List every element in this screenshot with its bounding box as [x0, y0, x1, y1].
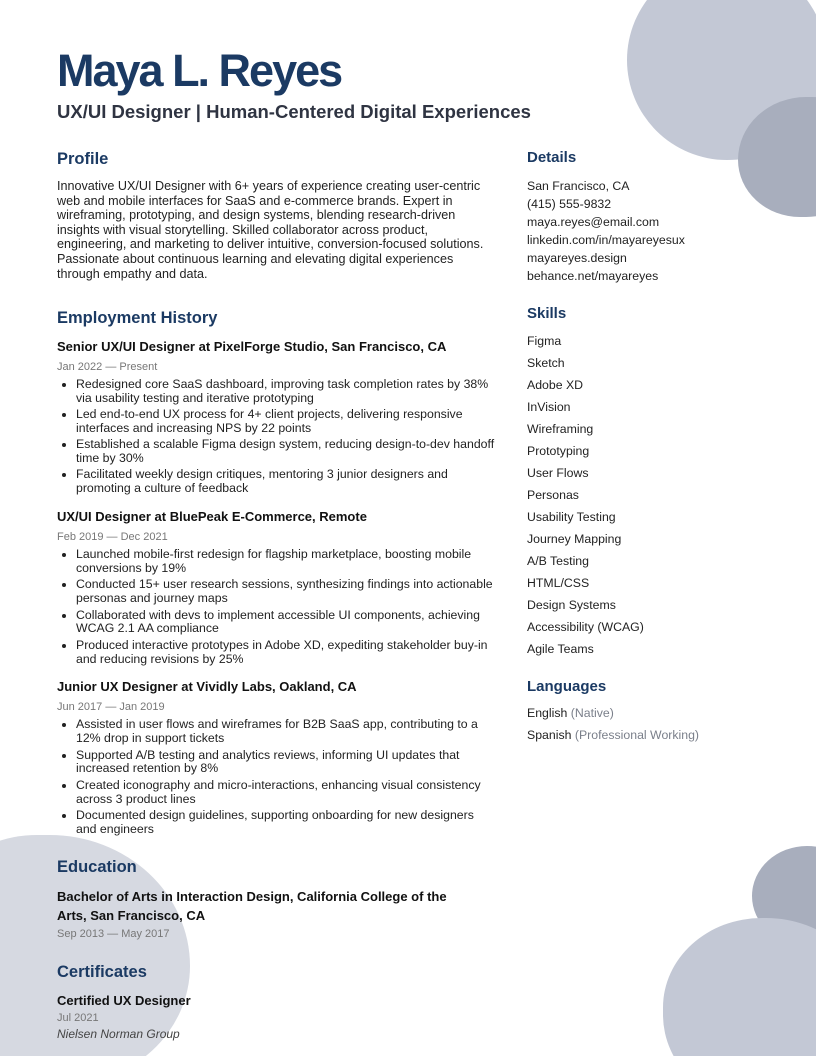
detail-website: mayareyes.design [527, 251, 627, 265]
job-entry [57, 679, 495, 836]
job-dates: Jun 2017 — Jan 2019 [57, 701, 165, 714]
sidebar-column [527, 147, 767, 746]
detail-behance: behance.net/mayareyes [527, 269, 659, 283]
skills-section [527, 303, 767, 660]
job-bullets [57, 378, 495, 496]
skill-item: Prototyping [527, 444, 590, 458]
education-section [57, 856, 495, 941]
skill-item: Agile Teams [527, 642, 594, 656]
skill-item: Design Systems [527, 598, 616, 612]
language-name: Spanish [527, 728, 572, 742]
skill-item: Accessibility (WCAG) [527, 620, 644, 634]
skill-item: A/B Testing [527, 554, 589, 568]
education-degree: Bachelor of Arts in Interaction Design, California College of the Arts, San Francisco, CA [57, 888, 447, 923]
detail-linkedin: linkedin.com/in/mayareyesux [527, 233, 685, 247]
job-bullet: • Collaborated with devs to implement accessible UI components, achieving WCAG 2.1 AA compliance [76, 609, 495, 637]
language-item [527, 702, 767, 724]
skill-item: HTML/CSS [527, 576, 590, 590]
job-entry [57, 509, 495, 666]
details-list [527, 177, 767, 285]
job-title: Junior UX Designer at Vividly Labs, Oakland, CA [57, 679, 357, 695]
detail-phone: (415) 555-9832 [527, 197, 612, 211]
skill-item: Wireframing [527, 422, 594, 436]
skills-heading: Skills [527, 305, 567, 322]
employment-section [57, 307, 495, 836]
language-level: (Native) [570, 706, 614, 720]
skill-item: Figma [527, 334, 562, 348]
job-bullet: • Conducted 15+ user research sessions, synthesizing findings into actionable personas and journey maps [76, 578, 495, 606]
job-entry [57, 339, 495, 496]
skills-list [527, 330, 767, 660]
details-section [527, 147, 767, 285]
certificates-heading: Certificates [57, 962, 147, 981]
language-item [527, 724, 767, 746]
certificate-issuer: Nielsen Norman Group [57, 1026, 180, 1041]
employment-heading: Employment History [57, 309, 218, 328]
skill-item: User Flows [527, 466, 589, 480]
job-dates: Jan 2022 — Present [57, 361, 158, 374]
language-name: English [527, 706, 568, 720]
job-bullet: • Facilitated weekly design critiques, mentoring 3 junior designers and promoting a culture of feedback [76, 468, 495, 496]
languages-list [527, 702, 767, 746]
job-bullets [57, 718, 495, 836]
job-dates: Feb 2019 — Dec 2021 [57, 531, 168, 544]
skill-item: Journey Mapping [527, 532, 622, 546]
job-title: Senior UX/UI Designer at PixelForge Studio, San Francisco, CA [57, 339, 447, 355]
job-bullet: • Documented design guidelines, supporting onboarding for new designers and engineers [76, 809, 495, 837]
certificate-name: Certified UX Designer [57, 992, 191, 1008]
job-title: UX/UI Designer at BluePeak E-Commerce, Remote [57, 509, 367, 525]
skill-item: Sketch [527, 356, 565, 370]
education-dates: Sep 2013 — May 2017 [57, 927, 170, 940]
detail-email: maya.reyes@email.com [527, 215, 660, 229]
candidate-name: Maya L. Reyes [57, 45, 342, 96]
job-bullet: • Launched mobile-first redesign for flagship marketplace, boosting mobile conversions by 19% [76, 548, 495, 576]
certificate-date: Jul 2021 [57, 1011, 99, 1024]
job-bullet: • Led end-to-end UX process for 4+ client projects, delivering responsive interfaces and increasing NPS by 22 points [76, 408, 495, 436]
main-column [57, 148, 495, 1041]
skill-item: Adobe XD [527, 378, 584, 392]
language-level: (Professional Working) [574, 728, 700, 742]
job-bullet: • Supported A/B testing and analytics reviews, informing UI updates that increased retention by 8% [76, 749, 495, 777]
skill-item: InVision [527, 400, 571, 414]
job-bullet: • Assisted in user flows and wireframes for B2B SaaS app, contributing to a 12% drop in support tickets [76, 718, 495, 746]
job-bullet: • Created iconography and micro-interactions, enhancing visual consistency across 3 product lines [76, 779, 495, 807]
languages-heading: Languages [527, 678, 607, 695]
job-bullet: • Redesigned core SaaS dashboard, improving task completion rates by 38% via usability testing and iterative prototyping [76, 378, 495, 406]
job-bullet: • Established a scalable Figma design system, reducing design-to-dev handoff time by 30% [76, 438, 495, 466]
details-heading: Details [527, 149, 577, 166]
languages-section [527, 676, 767, 746]
job-bullet: • Produced interactive prototypes in Adobe XD, expediting stakeholder buy-in and reducing revisions by 25% [76, 639, 495, 667]
detail-location: San Francisco, CA [527, 179, 630, 193]
decorative-circle [663, 918, 816, 1056]
education-heading: Education [57, 857, 137, 876]
skill-item: Usability Testing [527, 510, 616, 524]
certificates-section [57, 961, 495, 1041]
profile-section [57, 148, 495, 281]
candidate-title: UX/UI Designer | Human-Centered Digital Experiences [57, 101, 531, 122]
profile-summary: Innovative UX/UI Designer with 6+ years of experience creating user-centric web and mobile interfaces for SaaS and e-commerce brands. Expert in wireframing, prototyping, and design systems, blending research-driven insights with visual storytelling. Skilled collaborator across product, engineering, and marketing to deliver intuitive, conversion-focused solutions. Passionate about continuous learning and elevating digital experiences through empathy and data. [57, 179, 484, 281]
profile-heading: Profile [57, 150, 109, 168]
skill-item: Personas [527, 488, 579, 502]
job-bullets [57, 548, 495, 666]
